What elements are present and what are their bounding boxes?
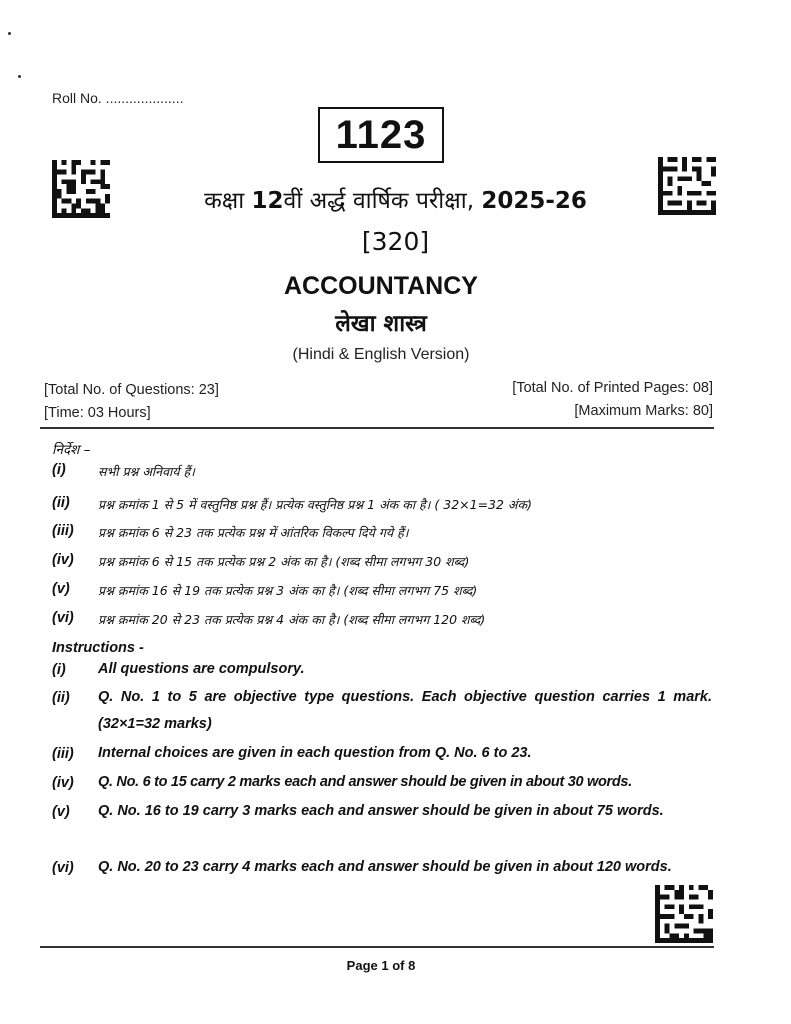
roll-number-field: Roll No. .................... — [52, 90, 184, 106]
instruction-hi-number: (v) — [52, 581, 70, 597]
subject-title-en: ACCOUNTANCY — [284, 272, 478, 300]
instruction-en-text: Q. No. 1 to 5 are objective type questions. Each objective question carries 1 mark. (32×1=32 marks) — [98, 689, 712, 732]
instruction-hi-text: प्रश्न क्रमांक 16 से 19 तक प्रत्येक प्रश्न 3 अंक का है। (शब्द सीमा लगभग 75 शब्द) — [98, 583, 478, 598]
scan-speck — [18, 75, 21, 78]
instruction-hi-number: (iii) — [52, 523, 74, 539]
instruction-en-number: (iv) — [52, 775, 74, 791]
header-divider — [40, 427, 714, 429]
instruction-en-number: (ii) — [52, 690, 70, 706]
scan-speck — [8, 32, 11, 35]
instructions-en-heading: Instructions - — [52, 640, 144, 656]
instruction-hi-number: (i) — [52, 462, 66, 478]
exam-title-mid: वीं अर्द्ध वार्षिक परीक्षा, — [283, 188, 482, 214]
subject-title-hi: लेखा शास्त्र — [335, 311, 427, 337]
instruction-hi-text: प्रश्न क्रमांक 20 से 23 तक प्रत्येक प्रश्न 4 अंक का है। (शब्द सीमा लगभग 120 शब्द) — [98, 612, 486, 627]
exam-class: 12 — [251, 188, 284, 214]
instruction-en-text: Q. No. 20 to 23 carry 4 marks each and answer should be given in about 120 words. — [98, 859, 672, 875]
subject-code: [320] — [361, 227, 430, 256]
exam-title — [0, 183, 791, 215]
instructions-hi-heading: निर्देश – — [52, 442, 91, 458]
instruction-hi-number: (vi) — [52, 610, 74, 626]
instruction-hi-text: प्रश्न क्रमांक 6 से 15 तक प्रत्येक प्रश्न 2 अंक का है। (शब्द सीमा लगभग 30 शब्द) — [98, 554, 470, 569]
exam-title-prefix: कक्षा — [204, 188, 252, 214]
instruction-en-number: (i) — [52, 662, 66, 678]
instruction-hi-number: (ii) — [52, 495, 70, 511]
total-questions: [Total No. of Questions: 23] — [44, 382, 219, 398]
time-allowed: [Time: 03 Hours] — [44, 405, 151, 421]
total-pages: [Total No. of Printed Pages: 08] — [512, 380, 713, 396]
instruction-en-number: (vi) — [52, 860, 74, 876]
exam-year: 2025-26 — [481, 188, 587, 214]
version-label: (Hindi & English Version) — [292, 346, 470, 363]
instruction-en-text: All questions are compulsory. — [98, 661, 305, 677]
maximum-marks: [Maximum Marks: 80] — [574, 403, 713, 419]
instruction-hi-text: प्रश्न क्रमांक 1 से 5 में वस्तुनिष्ठ प्रश्न हैं। प्रत्येक वस्तुनिष्ठ प्रश्न 1 अंक का है। ( 32×1=32 अंक) — [98, 497, 532, 512]
instruction-hi-text: सभी प्रश्न अनिवार्य हैं। — [98, 464, 195, 479]
instruction-en-text: Q. No. 16 to 19 carry 3 marks each and answer should be given in about 75 words. — [98, 803, 664, 819]
instruction-en-number: (iii) — [52, 746, 74, 762]
instruction-en-text: Q. No. 6 to 15 carry 2 marks each and answer should be given in about 30 words. — [98, 774, 632, 790]
instruction-en-number: (v) — [52, 804, 70, 820]
page-number: Page 1 of 8 — [346, 958, 416, 973]
instruction-en-text: Internal choices are given in each question from Q. No. 6 to 23. — [98, 745, 532, 761]
paper-code-box: 1123 — [318, 107, 444, 163]
instruction-hi-text: प्रश्न क्रमांक 6 से 23 तक प्रत्येक प्रश्न में आंतरिक विकल्प दिये गये हैं। — [98, 525, 409, 540]
qr-code-icon — [655, 885, 713, 943]
instruction-hi-number: (iv) — [52, 552, 74, 568]
footer-divider — [40, 946, 714, 948]
